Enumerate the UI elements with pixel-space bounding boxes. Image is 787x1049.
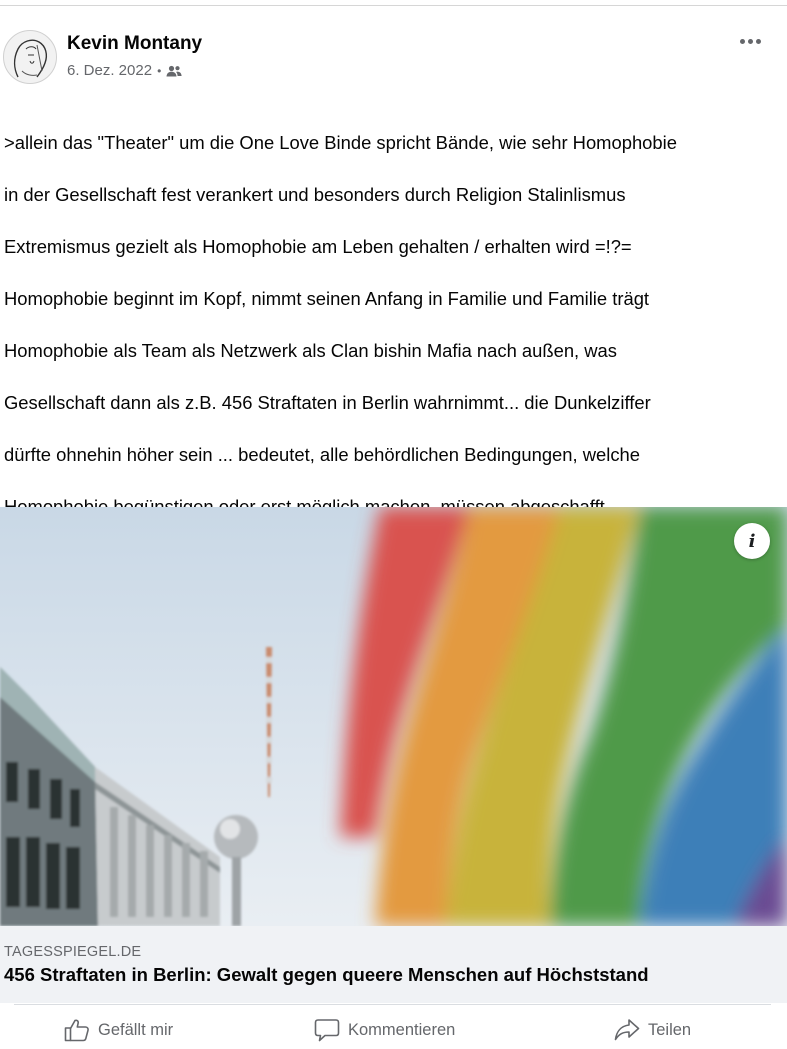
post-text-line: >allein das "Theater" um die One Love Binde spricht Bände, wie sehr Homophobie [4,132,677,153]
link-preview-image[interactable] [0,507,787,926]
action-bar [0,1012,787,1049]
post-text-line: Homophobie beginnt im Kopf, nimmt seinen Anfang in Familie und Familie trägt [4,288,650,309]
post-date[interactable]: 6. Dez. 2022 [67,62,153,79]
friends-icon[interactable] [166,65,182,77]
thumbs-up-icon [64,1018,90,1042]
avatar-sketch-icon [4,31,57,84]
like-button[interactable] [64,1018,173,1042]
like-label: Gefällt mir [98,1020,174,1039]
top-divider [0,5,787,6]
link-title[interactable]: 456 Straftaten in Berlin: Gewalt gegen queere Menschen auf Höchststand [4,964,649,985]
share-label: Teilen [648,1020,692,1039]
post-text-line: Homophobie als Team als Netzwerk als Clan bishin Mafia nach außen, was [4,340,617,361]
post-text-line: Gesellschaft dann als z.B. 456 Straftaten in Berlin wahrnimmt... die Dunkelziffer [4,392,651,413]
comment-button[interactable] [314,1018,455,1042]
post-text-line: dürfte ohnehin höher sein ... bedeutet, alle behördlichen Bedingungen, welche [4,444,640,465]
link-domain: TAGESSPIEGEL.DE [4,944,142,960]
post-meta [67,62,182,79]
post-header [0,26,787,90]
author-name[interactable]: Kevin Montany [67,33,203,54]
actions-divider [14,1004,771,1005]
berlin-rainbow-flag-photo [0,507,787,926]
more-dot-icon [756,39,761,44]
post-text-line: Extremismus gezielt als Homophobie am Leben gehalten / erhalten wird =!?= [4,236,632,257]
post-text-line: in der Gesellschaft fest verankert und besonders durch Religion Stalinlismus [4,184,626,205]
share-button[interactable] [614,1018,691,1042]
link-info[interactable] [0,926,787,1003]
share-icon [614,1018,640,1042]
avatar[interactable] [3,30,57,84]
more-dot-icon [740,39,745,44]
more-options-button[interactable] [735,30,765,52]
link-preview-card[interactable] [0,507,787,1003]
meta-separator: • [157,63,162,78]
more-dot-icon [748,39,753,44]
comment-icon [314,1018,340,1042]
info-button[interactable]: i [734,523,770,559]
comment-label: Kommentieren [348,1020,456,1039]
